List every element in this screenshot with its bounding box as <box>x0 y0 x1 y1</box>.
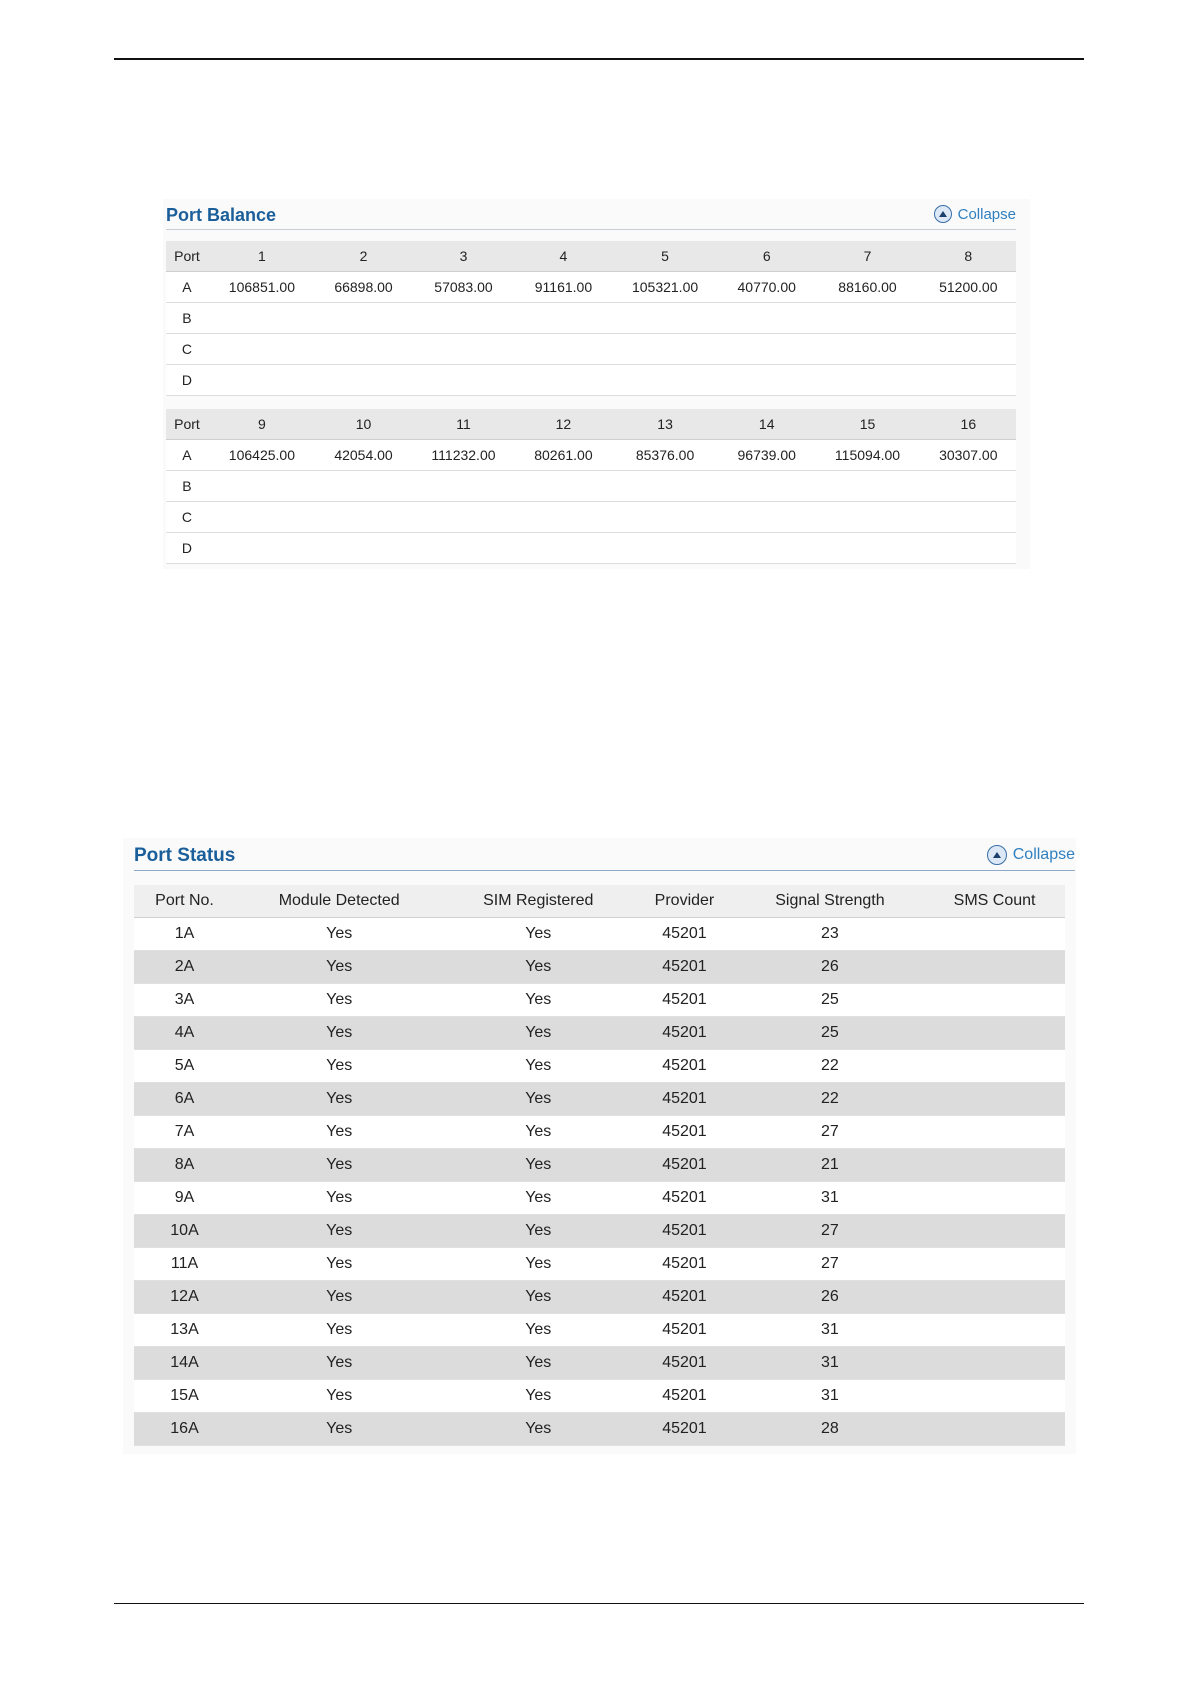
status-column-header: SIM Registered <box>443 885 633 918</box>
status-cell: Yes <box>235 1017 443 1050</box>
balance-cell <box>516 303 611 334</box>
balance-row <box>166 440 1016 471</box>
balance-cell <box>814 471 920 502</box>
status-cell: 13A <box>134 1314 235 1347</box>
balance-cell <box>814 303 920 334</box>
balance-cell: 111232.00 <box>411 440 516 471</box>
status-cell: 45201 <box>633 1413 736 1446</box>
balance-cell: 30307.00 <box>921 440 1016 471</box>
status-cell: 31 <box>736 1182 924 1215</box>
balance-cell <box>411 334 516 365</box>
status-cell: Yes <box>443 984 633 1017</box>
balance-cell <box>208 502 316 533</box>
balance-header-cell: 16 <box>921 409 1016 440</box>
table-row <box>134 1182 1065 1215</box>
balance-cell: 85376.00 <box>611 440 719 471</box>
port-balance-panel <box>163 199 1030 569</box>
balance-cell <box>611 502 719 533</box>
balance-cell: 42054.00 <box>316 440 411 471</box>
status-cell: Yes <box>443 1413 633 1446</box>
status-cell: 27 <box>736 1116 924 1149</box>
table-row <box>134 1083 1065 1116</box>
top-rule <box>114 58 1084 60</box>
balance-cell <box>516 471 611 502</box>
status-cell: Yes <box>443 1248 633 1281</box>
status-cell: 16A <box>134 1413 235 1446</box>
balance-cell <box>814 334 920 365</box>
status-cell: 31 <box>736 1380 924 1413</box>
status-cell: 4A <box>134 1017 235 1050</box>
status-cell: Yes <box>443 1281 633 1314</box>
table-row <box>134 1248 1065 1281</box>
balance-cell: 57083.00 <box>411 272 516 303</box>
status-column-header: Module Detected <box>235 885 443 918</box>
status-cell: Yes <box>443 1116 633 1149</box>
status-cell: 27 <box>736 1248 924 1281</box>
table-row <box>134 918 1065 951</box>
balance-cell <box>516 502 611 533</box>
balance-cell: D <box>166 365 208 396</box>
status-cell: 2A <box>134 951 235 984</box>
status-cell: Yes <box>235 984 443 1017</box>
port-status-panel <box>123 838 1076 1454</box>
balance-cell <box>921 502 1016 533</box>
balance-cell <box>208 365 316 396</box>
status-cell <box>924 1050 1065 1083</box>
balance-cell: B <box>166 471 208 502</box>
balance-cell <box>316 471 411 502</box>
status-cell: Yes <box>443 1050 633 1083</box>
balance-header-cell: Port <box>166 409 208 440</box>
balance-row <box>166 365 1016 396</box>
balance-header-cell: 1 <box>208 241 316 272</box>
status-cell: Yes <box>443 1215 633 1248</box>
balance-header-cell: 3 <box>411 241 516 272</box>
collapse-icon <box>987 845 1007 865</box>
status-cell <box>924 1182 1065 1215</box>
status-cell: 45201 <box>633 984 736 1017</box>
status-cell: 5A <box>134 1050 235 1083</box>
balance-cell <box>316 303 411 334</box>
balance-cell <box>208 533 316 564</box>
status-cell: 28 <box>736 1413 924 1446</box>
status-column-header: Signal Strength <box>736 885 924 918</box>
balance-cell <box>719 471 814 502</box>
balance-header-cell: 9 <box>208 409 316 440</box>
balance-cell <box>316 334 411 365</box>
port-status-header-row <box>134 885 1065 918</box>
balance-cell <box>719 303 814 334</box>
port-balance-collapse-label: Collapse <box>957 205 1016 223</box>
status-cell: Yes <box>235 1116 443 1149</box>
status-cell: 22 <box>736 1083 924 1116</box>
status-cell <box>924 1116 1065 1149</box>
status-cell: Yes <box>235 1149 443 1182</box>
balance-cell: 88160.00 <box>814 272 920 303</box>
status-column-header: Provider <box>633 885 736 918</box>
balance-header-cell: 15 <box>814 409 920 440</box>
balance-header-cell: 13 <box>611 409 719 440</box>
status-cell: Yes <box>235 1281 443 1314</box>
balance-cell: 106851.00 <box>208 272 316 303</box>
balance-cell <box>411 502 516 533</box>
status-cell: Yes <box>443 1347 633 1380</box>
balance-cell: C <box>166 502 208 533</box>
status-cell: 15A <box>134 1380 235 1413</box>
balance-cell <box>411 533 516 564</box>
balance-header-cell: 8 <box>921 241 1016 272</box>
balance-cell <box>921 334 1016 365</box>
port-status-header <box>134 838 1075 871</box>
status-cell <box>924 1281 1065 1314</box>
status-cell: 11A <box>134 1248 235 1281</box>
status-cell: 6A <box>134 1083 235 1116</box>
status-column-header: SMS Count <box>924 885 1065 918</box>
status-cell: 26 <box>736 951 924 984</box>
status-cell: Yes <box>235 1083 443 1116</box>
table-row <box>134 1347 1065 1380</box>
table-row <box>134 1413 1065 1446</box>
balance-cell: 96739.00 <box>719 440 814 471</box>
balance-cell: 91161.00 <box>516 272 611 303</box>
table-row <box>134 1215 1065 1248</box>
status-cell: 31 <box>736 1314 924 1347</box>
port-balance-collapse-button[interactable] <box>934 205 1016 223</box>
status-cell: 8A <box>134 1149 235 1182</box>
balance-header-cell: 5 <box>611 241 719 272</box>
balance-header-cell: 4 <box>516 241 611 272</box>
balance-cell <box>719 365 814 396</box>
status-cell: Yes <box>443 918 633 951</box>
balance-row <box>166 533 1016 564</box>
port-balance-title: Port Balance <box>166 205 277 225</box>
balance-cell <box>516 334 611 365</box>
status-cell: Yes <box>235 951 443 984</box>
port-balance-header <box>166 199 1016 230</box>
status-cell <box>924 1347 1065 1380</box>
balance-cell <box>719 533 814 564</box>
status-cell: Yes <box>235 1347 443 1380</box>
table-row <box>134 1149 1065 1182</box>
balance-cell <box>411 303 516 334</box>
status-cell: 45201 <box>633 1347 736 1380</box>
table-row <box>134 1281 1065 1314</box>
bottom-rule <box>114 1603 1084 1604</box>
table-row <box>134 1314 1065 1347</box>
balance-cell: B <box>166 303 208 334</box>
balance-cell <box>611 471 719 502</box>
status-cell: 45201 <box>633 1248 736 1281</box>
balance-header-cell: Port <box>166 241 208 272</box>
balance-header-cell: 10 <box>316 409 411 440</box>
status-cell: Yes <box>443 1314 633 1347</box>
table-row <box>134 1050 1065 1083</box>
balance-row <box>166 502 1016 533</box>
balance-cell <box>921 471 1016 502</box>
balance-cell: C <box>166 334 208 365</box>
port-status-title: Port Status <box>134 845 236 866</box>
balance-cell: 80261.00 <box>516 440 611 471</box>
port-status-table <box>134 885 1065 1446</box>
balance-cell: 115094.00 <box>814 440 920 471</box>
balance-header-row <box>166 241 1016 272</box>
balance-cell <box>719 502 814 533</box>
balance-cell <box>516 533 611 564</box>
table-row <box>134 984 1065 1017</box>
status-cell <box>924 1380 1065 1413</box>
balance-cell: 40770.00 <box>719 272 814 303</box>
balance-cell <box>814 502 920 533</box>
status-cell: 45201 <box>633 1215 736 1248</box>
block-spacer <box>166 396 1016 410</box>
balance-cell <box>814 365 920 396</box>
balance-header-cell: 2 <box>316 241 411 272</box>
balance-cell: 66898.00 <box>316 272 411 303</box>
status-cell <box>924 1248 1065 1281</box>
balance-row <box>166 334 1016 365</box>
status-cell <box>924 1149 1065 1182</box>
status-cell: 45201 <box>633 951 736 984</box>
balance-header-cell: 6 <box>719 241 814 272</box>
status-cell: 25 <box>736 1017 924 1050</box>
balance-cell <box>611 303 719 334</box>
status-cell: Yes <box>235 1413 443 1446</box>
balance-cell <box>316 533 411 564</box>
status-cell: 45201 <box>633 1281 736 1314</box>
status-cell: Yes <box>235 918 443 951</box>
table-row <box>134 951 1065 984</box>
balance-header-row <box>166 409 1016 440</box>
balance-cell: A <box>166 272 208 303</box>
balance-cell <box>921 365 1016 396</box>
status-cell <box>924 918 1065 951</box>
balance-cell: D <box>166 533 208 564</box>
balance-cell <box>411 471 516 502</box>
status-cell: 45201 <box>633 1083 736 1116</box>
status-cell: 23 <box>736 918 924 951</box>
balance-cell <box>611 533 719 564</box>
status-cell: 45201 <box>633 1149 736 1182</box>
status-cell <box>924 984 1065 1017</box>
status-cell: 3A <box>134 984 235 1017</box>
table-row <box>134 1017 1065 1050</box>
status-cell: Yes <box>235 1182 443 1215</box>
balance-cell <box>719 334 814 365</box>
balance-cell <box>516 365 611 396</box>
status-cell: Yes <box>235 1050 443 1083</box>
status-cell: 12A <box>134 1281 235 1314</box>
balance-header-cell: 14 <box>719 409 814 440</box>
status-cell: 10A <box>134 1215 235 1248</box>
balance-cell: 105321.00 <box>611 272 719 303</box>
balance-cell <box>921 303 1016 334</box>
status-cell <box>924 1215 1065 1248</box>
status-cell: Yes <box>443 1083 633 1116</box>
balance-cell <box>208 471 316 502</box>
balance-header-cell: 12 <box>516 409 611 440</box>
balance-row <box>166 303 1016 334</box>
table-row <box>134 1116 1065 1149</box>
balance-cell: A <box>166 440 208 471</box>
status-cell: 27 <box>736 1215 924 1248</box>
status-cell: Yes <box>443 951 633 984</box>
status-cell <box>924 1413 1065 1446</box>
status-cell <box>924 1083 1065 1116</box>
balance-cell: 106425.00 <box>208 440 316 471</box>
balance-cell <box>316 502 411 533</box>
status-cell: 14A <box>134 1347 235 1380</box>
status-cell <box>924 1314 1065 1347</box>
balance-cell <box>814 533 920 564</box>
balance-row <box>166 272 1016 303</box>
balance-cell <box>208 303 316 334</box>
balance-cell <box>411 365 516 396</box>
port-status-collapse-button[interactable] <box>987 845 1075 865</box>
status-cell: Yes <box>235 1314 443 1347</box>
status-cell: 1A <box>134 918 235 951</box>
status-cell: 25 <box>736 984 924 1017</box>
status-cell: Yes <box>235 1248 443 1281</box>
status-column-header: Port No. <box>134 885 235 918</box>
status-cell: 45201 <box>633 1050 736 1083</box>
balance-row <box>166 471 1016 502</box>
status-cell: 26 <box>736 1281 924 1314</box>
status-cell: 45201 <box>633 1314 736 1347</box>
collapse-icon <box>934 205 952 223</box>
balance-cell <box>611 365 719 396</box>
status-cell: 9A <box>134 1182 235 1215</box>
status-cell: Yes <box>443 1149 633 1182</box>
status-cell: 45201 <box>633 1116 736 1149</box>
status-cell: 21 <box>736 1149 924 1182</box>
status-cell: 7A <box>134 1116 235 1149</box>
balance-cell <box>611 334 719 365</box>
balance-cell: 51200.00 <box>921 272 1016 303</box>
status-cell: Yes <box>235 1380 443 1413</box>
port-balance-table <box>166 241 1016 564</box>
balance-header-cell: 7 <box>814 241 920 272</box>
balance-cell <box>921 533 1016 564</box>
port-status-collapse-label: Collapse <box>1012 846 1075 863</box>
table-row <box>134 1380 1065 1413</box>
status-cell: 45201 <box>633 1182 736 1215</box>
status-cell: 45201 <box>633 1380 736 1413</box>
status-cell: Yes <box>443 1182 633 1215</box>
status-cell: 45201 <box>633 1017 736 1050</box>
balance-header-cell: 11 <box>411 409 516 440</box>
status-cell: Yes <box>443 1380 633 1413</box>
status-cell: Yes <box>235 1215 443 1248</box>
status-cell: Yes <box>443 1017 633 1050</box>
status-cell: 22 <box>736 1050 924 1083</box>
status-cell <box>924 1017 1065 1050</box>
status-cell: 45201 <box>633 918 736 951</box>
status-cell: 31 <box>736 1347 924 1380</box>
balance-cell <box>316 365 411 396</box>
status-cell <box>924 951 1065 984</box>
balance-cell <box>208 334 316 365</box>
